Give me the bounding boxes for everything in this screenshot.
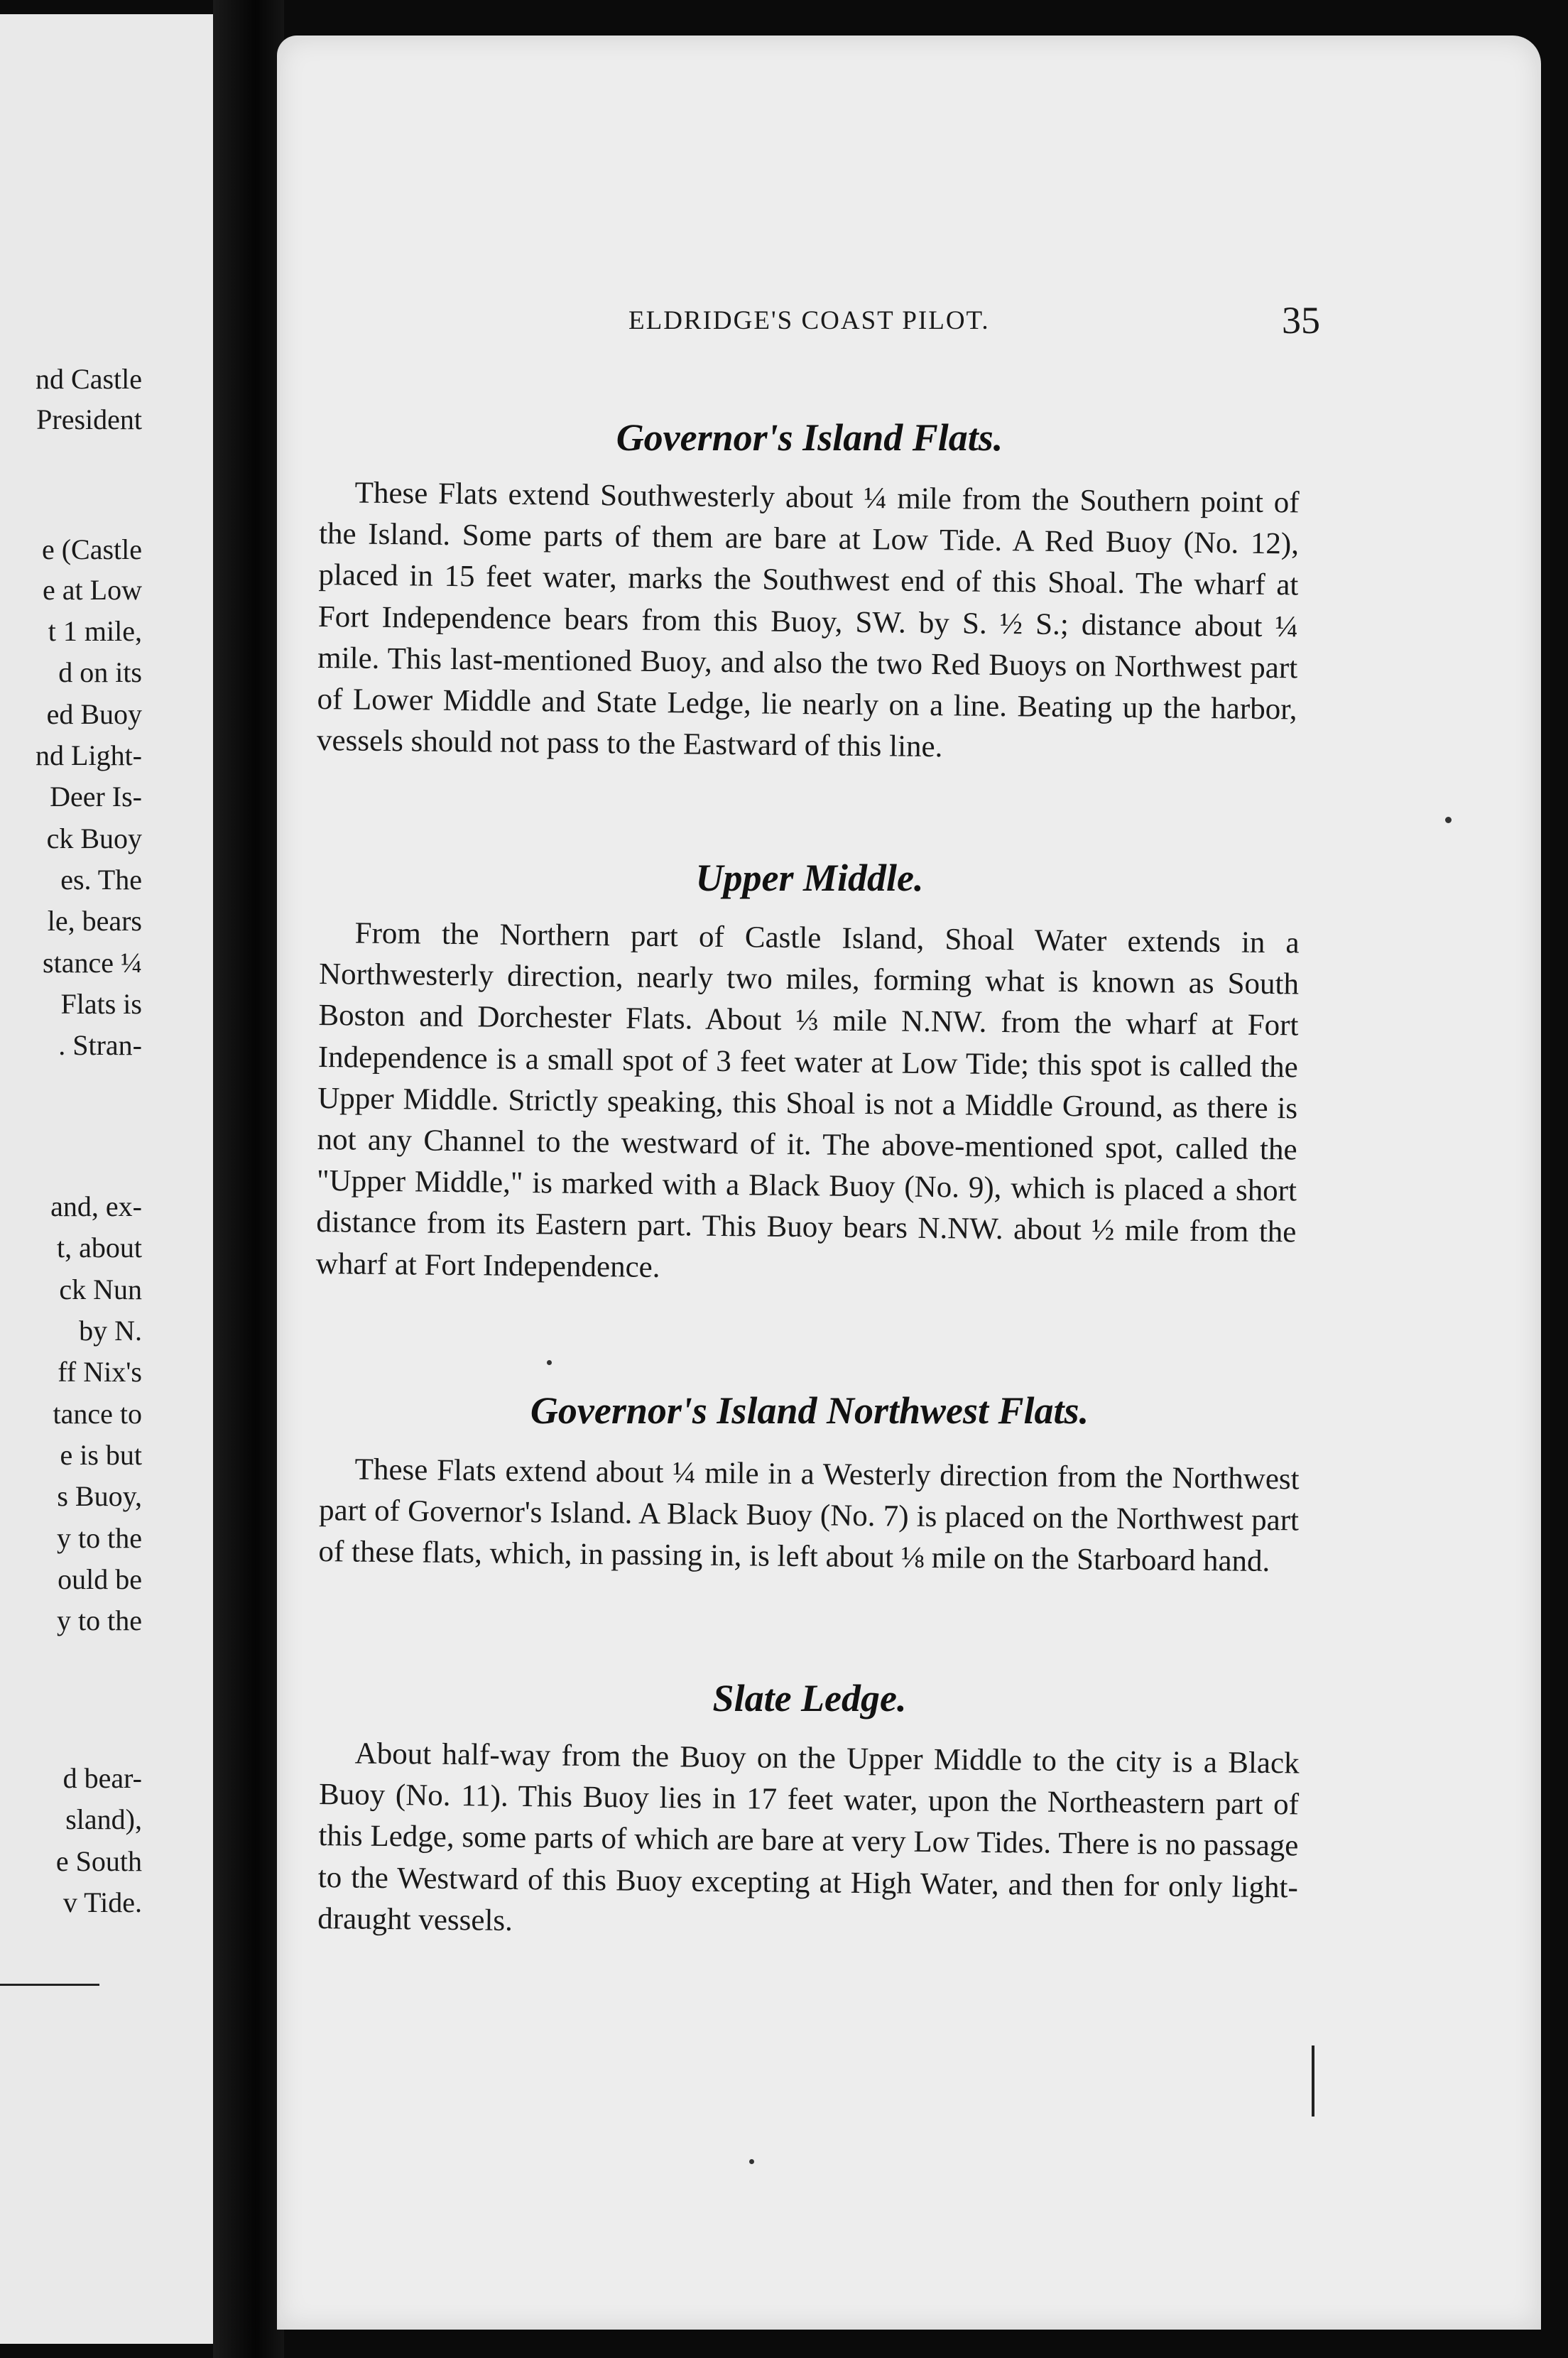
ink-speck	[1445, 817, 1452, 823]
section-text-slate-ledge: About half-way from the Buoy on the Upper Middle to the city is a Black Buoy (No. 11). This Buoy lies in 17 feet water, upon the Northeastern part of this Ledge, some parts of which are bare at very Low Tides. There is no passage to the Westward of this Buoy excepting at High Water, and then for only light-draught vessels.	[317, 1737, 1300, 1938]
left-page-line: by N.	[79, 1315, 142, 1347]
left-page-rule	[0, 1984, 99, 1986]
section-text-upper-middle: From the Northern part of Castle Island, Shoal Water extends in a Northwesterly direction, nearly two miles, forming what is known as South Boston and Dorchester Flats. About ⅓ mile N.NW. from the wharf at Fort Independence is a small spot of 3 feet water at Low Tide; this spot is called the Upper Middle. Strictly speaking, this Shoal is not a Middle Ground, as there is not any Channel to the westward of it. The above-mentioned spot, called the "Upper Middle," is marked with a Black Buoy (No. 9), which is placed a short distance from its Eastern part. This Buoy bears N.NW. about ½ mile from the wharf at Fort Independence.	[315, 916, 1300, 1284]
left-page-line: t, about	[57, 1232, 142, 1264]
left-page-line: e South	[55, 1845, 142, 1877]
left-page-line: nd Light-	[36, 739, 142, 771]
left-page-line: v Tide.	[62, 1886, 142, 1918]
left-page-line: ed Buoy	[46, 698, 142, 730]
left-page-line: ck Nun	[59, 1273, 142, 1305]
left-facing-page	[0, 14, 216, 2344]
left-page-line: President	[36, 403, 142, 435]
left-page-line: stance ¼	[43, 947, 142, 979]
book-gutter	[213, 0, 284, 2358]
left-page-line: e at Low	[43, 574, 142, 606]
left-page-line: le, bears	[47, 905, 142, 937]
page-number: 35	[1282, 299, 1320, 342]
margin-mark	[1312, 2045, 1314, 2117]
left-page-line: es. The	[60, 864, 142, 896]
left-page-line: y to the	[57, 1604, 142, 1636]
left-page-line: t 1 mile,	[48, 615, 142, 647]
left-page-line: Deer Is-	[50, 781, 142, 813]
left-page-line: s Buoy,	[57, 1480, 142, 1512]
section-text-governors-island-flats: These Flats extend Southwesterly about ¼ mile from the Southern point of the Island. Some parts of them are bare at Low Tide. A Red Buoy (No. 12), placed in 15 feet water, marks the Southwest end of this Shoal. The wharf at Fort Independence bears from this Buoy, SW. by S. ½ S.; distance about ¼ mile. This last-mentioned Buoy, and also the two Red Buoys on Northwest part of Lower Middle and State Ledge, lie nearly on a line. Beating up the harbor, vessels should not pass to the Eastward of this line.	[316, 476, 1300, 764]
section-heading-upper-middle: Upper Middle.	[695, 857, 924, 899]
left-page-line: e (Castle	[41, 533, 142, 565]
left-page-line: ould be	[58, 1563, 142, 1595]
left-page-line: nd Castle	[36, 363, 142, 395]
left-page-line: d on its	[58, 656, 142, 688]
left-page-line: y to the	[57, 1522, 142, 1554]
left-page-line: and, ex-	[50, 1190, 142, 1222]
left-page-line: tance to	[53, 1398, 142, 1430]
section-heading-governors-island-flats: Governor's Island Flats.	[616, 416, 1003, 459]
left-page-line: sland),	[65, 1803, 142, 1835]
section-heading-governors-island-northwest-flats: Governor's Island Northwest Flats.	[530, 1389, 1089, 1432]
left-page-line: . Stran-	[58, 1029, 142, 1061]
ink-speck	[749, 2159, 754, 2164]
ink-speck	[547, 1360, 552, 1365]
left-page-line: Flats is	[60, 988, 142, 1020]
section-heading-slate-ledge: Slate Ledge.	[712, 1677, 907, 1719]
left-page-line: ff Nix's	[58, 1356, 142, 1388]
section-text-governors-island-northwest-flats: These Flats extend about ¼ mile in a Westerly direction from the Northwest part of Governor's Island. A Black Buoy (No. 7) is placed on the Northwest part of these flats, which, in passing in, is left about ⅛ mile on the Starboard hand.	[318, 1452, 1300, 1579]
left-page-line: e is but	[60, 1439, 142, 1471]
left-page-line: d bear-	[62, 1762, 142, 1794]
left-page-line: ck Buoy	[46, 822, 142, 854]
running-head: ELDRIDGE'S COAST PILOT.	[628, 306, 990, 335]
